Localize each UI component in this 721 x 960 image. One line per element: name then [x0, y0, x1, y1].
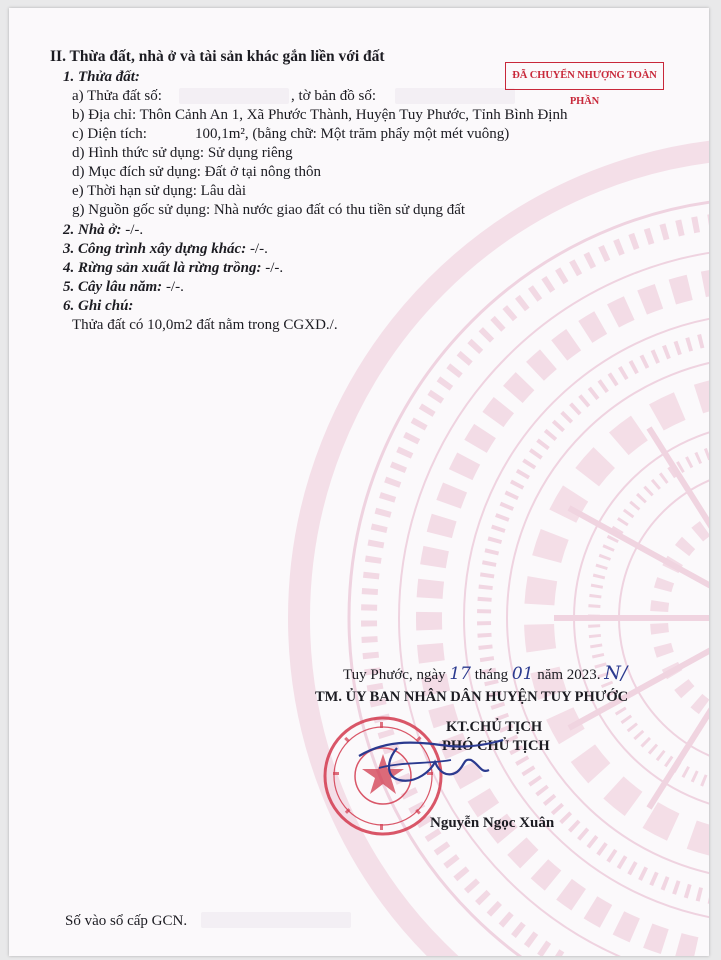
redacted-register-number [201, 912, 351, 928]
redacted-map-sheet [395, 88, 515, 104]
notes-heading: 6. Ghi chú: [63, 298, 134, 314]
date-place: Tuy Phước, ngày [343, 667, 446, 683]
area-value: 100,1m², (bằng chữ: Một trăm phẩy một mét vuông) [195, 126, 510, 142]
usage-term-line: e) Thời hạn sử dụng: Lâu dài [72, 183, 247, 199]
notes-text: Thửa đất có 10,0m2 đất nằm trong CGXD./. [72, 317, 338, 333]
perennial-heading: 5. Cây lâu năm: [63, 279, 163, 295]
house-row [63, 223, 143, 238]
usage-purpose-line: d) Mục đích sử dụng: Đất ở tại nông thôn [72, 164, 321, 180]
forest-heading: 4. Rừng sản xuất là rừng trồng: [63, 260, 262, 276]
role-line-2: PHÓ CHỦ TỊCH [442, 738, 550, 754]
redacted-parcel-number [179, 88, 289, 104]
perennial-value: -/-. [165, 279, 184, 295]
date-month-label: tháng [474, 667, 509, 683]
forest-value: -/-. [265, 260, 284, 276]
house-value: -/-. [125, 222, 144, 238]
construction-heading: 3. Công trình xây dựng khác: [63, 241, 247, 257]
usage-form-line: d) Hình thức sử dụng: Sử dụng riêng [72, 145, 293, 161]
usage-origin-line: g) Nguồn gốc sử dụng: Nhà nước giao đất có thu tiền sử dụng đất [72, 202, 466, 218]
construction-value: -/-. [249, 241, 268, 257]
date-year: năm 2023. [537, 667, 601, 683]
role-line-1: KT.CHỦ TỊCH [446, 719, 543, 735]
date-month: 01 [511, 664, 534, 684]
date-line [343, 664, 627, 683]
area-label: c) Diện tích: [72, 126, 147, 142]
certificate-page [9, 8, 709, 956]
perennial-row [63, 280, 184, 295]
signer-name: Nguyễn Ngọc Xuân [430, 815, 555, 831]
house-heading: 2. Nhà ở: [63, 222, 122, 238]
authority-name: TM. ỦY BAN NHÂN DÂN HUYỆN TUY PHƯỚC [315, 689, 629, 705]
date-day: 17 [449, 664, 471, 684]
construction-row [63, 242, 268, 257]
register-label: Số vào sổ cấp GCN. [65, 913, 188, 929]
parcel-heading: 1. Thửa đất: [63, 69, 140, 85]
map-sheet-label: , tờ bản đồ số: [291, 88, 377, 104]
transfer-stamp: ĐÃ CHUYỂN NHƯỢNG TOÀN PHẦN [505, 62, 664, 90]
date-initial-mark: N/ [604, 662, 628, 684]
parcel-number-label: a) Thửa đất số: [72, 88, 162, 104]
address-line: b) Địa chỉ: Thôn Cảnh An 1, Xã Phước Thành, Huyện Tuy Phước, Tỉnh Bình Định [72, 107, 568, 123]
section-title: II. Thừa đất, nhà ở và tài sản khác gắn liền với đất [50, 48, 385, 65]
forest-row [63, 261, 283, 276]
handwritten-signature [339, 720, 509, 800]
